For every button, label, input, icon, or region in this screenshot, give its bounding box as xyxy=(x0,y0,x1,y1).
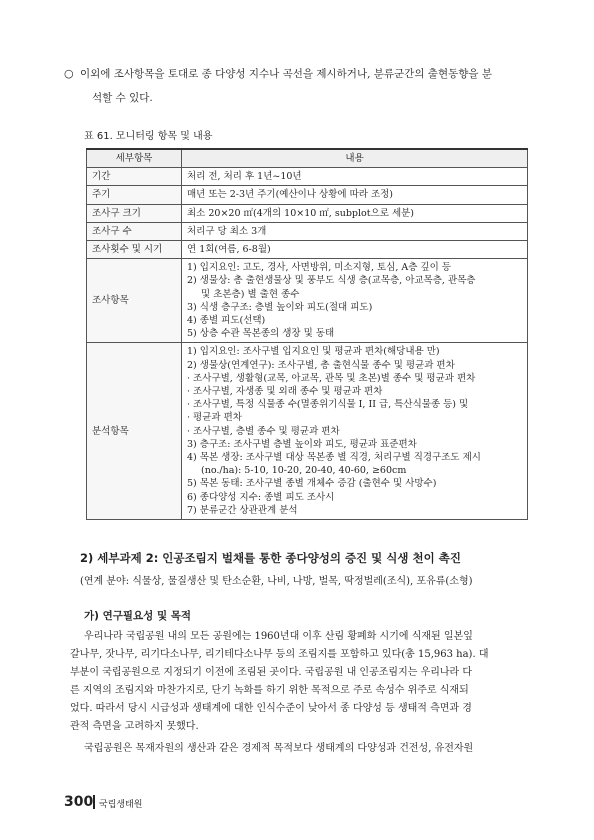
content-line: 매년 또는 2-3년 주기(예산이나 상황에 따라 조정) xyxy=(187,189,394,201)
bullet-icon: ○ xyxy=(64,67,74,80)
row-label: 조사구 크기 xyxy=(87,204,182,222)
row-content xyxy=(182,241,528,259)
content-line: 5) 목본 동태: 조사구별 종별 개체수 증감 (출현수 및 사망수) xyxy=(187,478,437,490)
paragraph-line: 우리나라 국립공원 내의 모든 공원에는 1960년대 이후 산림 황폐화 시기에 식재된 일본잎 xyxy=(84,631,473,642)
intro-line-2: 석할 수 있다. xyxy=(92,92,153,104)
content-line: 5) 상층 수관 목본종의 생장 및 동태 xyxy=(187,328,335,340)
table-row xyxy=(87,222,528,240)
content-line: 및 초본층) 별 출현 종수 xyxy=(201,288,300,300)
content-line: 처리 전, 처리 후 1년~10년 xyxy=(187,171,302,183)
content-line: · 조사구별, 자생종 및 외래 종수 및 평균과 편차 xyxy=(187,386,383,398)
table-row xyxy=(87,343,528,520)
content-line: 1) 입지요인: 고도, 경사, 사면방위, 미소지형, 토심, A층 깊이 등 xyxy=(187,262,451,274)
row-label: 분석항목 xyxy=(87,343,182,520)
content-line: 4) 목본 생장: 조사구별 대상 목본종 별 직경, 처리구별 직경구조도 제시 xyxy=(187,452,481,464)
table-header-row xyxy=(87,149,528,168)
page-number: 300 xyxy=(64,794,94,810)
header-cell-item: 세부항목 xyxy=(87,149,182,168)
paragraph-line: 부분이 국립공원으로 지정되기 이전에 조림된 곳이다. 국립공원 내 인공조림지는 우리나라 다 xyxy=(70,667,473,678)
intro-line-1: 이외에 조사항목을 토대로 종 다양성 지수나 곡선을 제시하거나, 분류군간의 출현동향을 분 xyxy=(80,68,493,80)
content-line: 처리구 당 최소 3개 xyxy=(187,225,267,237)
header-cell-content: 내용 xyxy=(182,149,528,168)
content-line: 2) 생물상(연계연구): 조사구별, 총 출현식물 종수 및 평균과 편차 xyxy=(187,359,455,371)
content-line: 3) 층구조: 조사구별 층별 높이와 피도, 평균과 표준편차 xyxy=(187,438,417,450)
paragraph-line: 관적 측면을 고려하지 못했다. xyxy=(70,721,199,732)
content-line: 최소 20×20 ㎡(4개의 10×10 ㎡, subplot으로 세분) xyxy=(187,207,415,219)
row-label: 조사항목 xyxy=(87,259,182,343)
row-content xyxy=(182,204,528,222)
row-label: 조사구 수 xyxy=(87,222,182,240)
footer-divider xyxy=(93,795,95,809)
row-label: 주기 xyxy=(87,186,182,204)
subsection-heading: 가) 연구필요성 및 목적 xyxy=(84,610,192,622)
content-line: 1) 입지요인: 조사구별 입지요인 및 평균과 편차(해당내용 만) xyxy=(187,346,440,358)
content-line: 7) 분류군간 상관관계 분석 xyxy=(187,504,298,516)
paragraph-line: 른 지역의 조림지와 마찬가지로, 단기 녹화를 하기 위한 목적으로 주로 속성수 위주로 식재되 xyxy=(70,685,469,696)
footer-label: 국립생태원 xyxy=(99,800,143,810)
content-line: 2) 생물상: 총 출현생물상 및 풍부도 식생 층(교목층, 아교목층, 관목층 xyxy=(187,275,476,287)
content-line: 6) 종다양성 지수: 종별 피도 조사시 xyxy=(187,491,335,503)
content-line: 연 1회(여름, 6-8월) xyxy=(187,244,271,256)
row-label: 기간 xyxy=(87,168,182,186)
paragraph-line: 국립공원은 목재자원의 생산과 같은 경제적 목적보다 생태계의 다양성과 건전성, 유전자원 xyxy=(84,743,474,754)
content-line: · 조사구별, 생활형(교목, 아교목, 관목 및 초본)별 종수 및 평균과 편차 xyxy=(187,372,476,384)
content-line: (no./ha): 5-10, 10-20, 20-40, 40-60, ≥60cm xyxy=(201,465,407,477)
content-line: 3) 식생 층구조: 층별 높이와 피도(절대 피도) xyxy=(187,301,373,313)
table-caption: 표 61. 모니터링 항목 및 내용 xyxy=(84,131,213,142)
row-label: 조사횟수 및 시기 xyxy=(87,241,182,259)
row-content xyxy=(182,222,528,240)
content-line: 4) 종별 피도(선택) xyxy=(187,315,266,327)
row-content xyxy=(182,343,528,520)
table-row xyxy=(87,204,528,222)
table-row xyxy=(87,241,528,259)
row-content xyxy=(182,186,528,204)
content-line: · 조사구별, 층별 종수 및 평균과 편차 xyxy=(187,425,340,437)
section-subtitle: (연계 분야: 식물상, 물질생산 및 탄소순환, 나비, 나방, 벌목, 딱정벌레(조식), 포유류(소형) xyxy=(80,576,473,587)
section-title: 2) 세부과제 2: 인공조림지 벌채를 통한 종다양성의 증진 및 식생 천이 촉진 xyxy=(80,551,461,565)
table-row xyxy=(87,259,528,343)
paragraph-line: 갈나무, 잣나무, 리기다소나무, 리기테다소나무 등의 조림지를 포함하고 있다(총 15,963 ha). 대 xyxy=(70,649,489,660)
content-line: · 평균과 편차 xyxy=(187,412,242,424)
row-content xyxy=(182,168,528,186)
table-row xyxy=(87,186,528,204)
table-row xyxy=(87,168,528,186)
monitoring-table xyxy=(86,148,528,520)
paragraph-line: 었다. 따라서 당시 시급성과 생태계에 대한 인식수준이 낮아서 종 다양성 등 생태적 측면과 경 xyxy=(70,703,472,714)
content-line: · 조사구별, 특정 식물종 수(멸종위기식물 I, II 급, 특산식물종 등) 및 xyxy=(187,399,469,411)
row-content xyxy=(182,259,528,343)
